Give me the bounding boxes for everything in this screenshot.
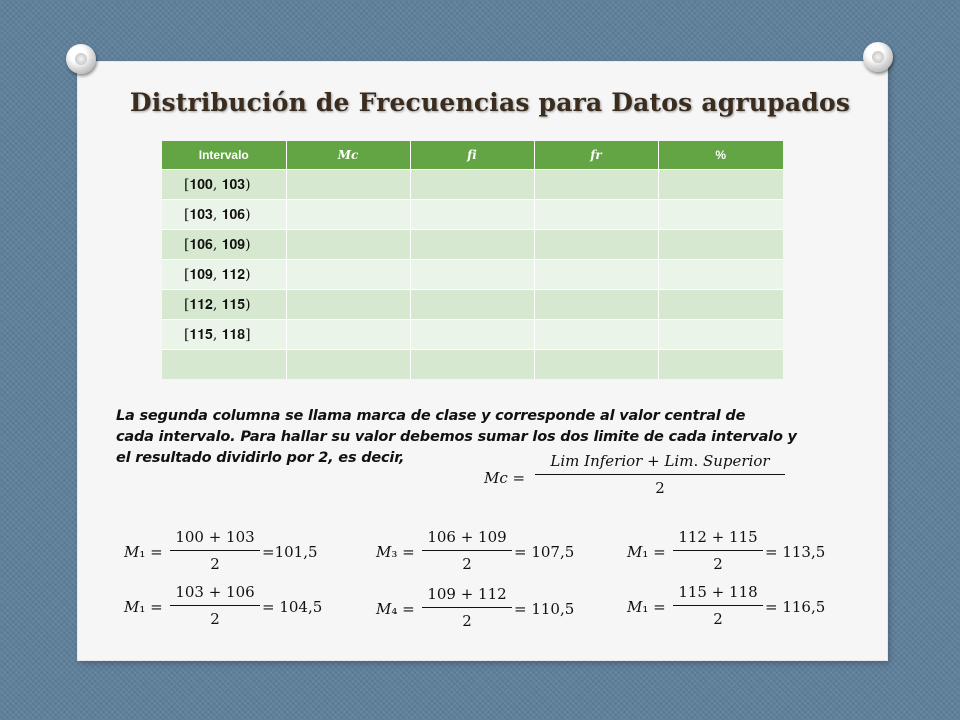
interval-cell: [𝟏𝟎𝟑, 𝟏𝟎𝟔) (162, 200, 286, 230)
table-row (162, 260, 783, 290)
value-cell (534, 200, 658, 230)
calc-denominator: 2 (210, 555, 220, 573)
pushpin-icon (863, 42, 893, 72)
calc-numerator: 109 + 112 (427, 585, 507, 603)
value-cell (534, 170, 658, 200)
table-row (162, 170, 783, 200)
class-mark-calculation (376, 583, 596, 635)
calc-lhs: 𝑀₃ = (376, 543, 415, 561)
formula-denominator: 2 (655, 479, 665, 497)
paragraph-line: el resultado dividirlo por 2, es decir, (116, 450, 405, 466)
calc-lhs: 𝑀₄ = (376, 600, 415, 618)
value-cell (286, 170, 410, 200)
calc-denominator: 2 (462, 612, 472, 630)
table-row (162, 230, 783, 260)
calc-denominator: 2 (713, 555, 723, 573)
table-row (162, 320, 783, 350)
calc-lhs: 𝑀₁ = (627, 598, 666, 616)
value-cell (410, 170, 534, 200)
column-header-percent: % (658, 141, 783, 170)
paragraph-line: cada intervalo. Para hallar su valor debemos sumar los dos limite de cada intervalo y (116, 429, 797, 445)
formula-numerator: 𝐿𝑖𝑚 𝐼𝑛𝑓𝑒𝑟𝑖𝑜𝑟 + 𝐿𝑖𝑚. 𝑆𝑢𝑝𝑒𝑟𝑖𝑜𝑟 (550, 452, 770, 470)
value-cell (534, 350, 658, 380)
calc-fraction (170, 583, 260, 628)
value-cell (410, 290, 534, 320)
column-header-fr: 𝒇𝒓 (534, 141, 658, 170)
calc-numerator: 106 + 109 (427, 528, 507, 546)
class-mark-calculation (124, 526, 344, 578)
calc-fraction (422, 528, 512, 573)
value-cell (286, 230, 410, 260)
calc-lhs: 𝑀₁ = (124, 543, 163, 561)
calc-result: = 116,5 (765, 598, 826, 616)
calc-numerator: 103 + 106 (175, 583, 255, 601)
interval-cell: [𝟏𝟎𝟗, 𝟏𝟏𝟐) (162, 260, 286, 290)
value-cell (658, 200, 783, 230)
calc-fraction (673, 583, 763, 628)
value-cell (658, 230, 783, 260)
value-cell (286, 320, 410, 350)
calc-numerator: 115 + 118 (678, 583, 758, 601)
calc-numerator: 112 + 115 (678, 528, 758, 546)
value-cell (658, 170, 783, 200)
calc-result: =101,5 (262, 543, 318, 561)
pushpin-icon (66, 44, 96, 74)
calc-denominator: 2 (210, 610, 220, 628)
value-cell (286, 290, 410, 320)
class-mark-calculation (627, 526, 847, 578)
column-header-fi: 𝒇𝒊 (410, 141, 534, 170)
formula-fraction (535, 452, 785, 497)
interval-cell: [𝟏𝟎𝟔, 𝟏𝟎𝟗) (162, 230, 286, 260)
value-cell (410, 350, 534, 380)
calc-fraction (422, 585, 512, 630)
value-cell (658, 260, 783, 290)
table-row (162, 290, 783, 320)
value-cell (658, 320, 783, 350)
value-cell (410, 320, 534, 350)
class-mark-formula (484, 450, 784, 506)
frequency-table (162, 141, 783, 379)
paragraph-line: La segunda columna se llama marca de clase y corresponde al valor central de (116, 408, 746, 424)
calc-fraction (673, 528, 763, 573)
calc-lhs: 𝑀₁ = (627, 543, 666, 561)
value-cell (658, 290, 783, 320)
calc-result: = 113,5 (765, 543, 826, 561)
value-cell (410, 200, 534, 230)
calc-denominator: 2 (713, 610, 723, 628)
value-cell (410, 230, 534, 260)
formula-lhs: 𝑀𝑐 = (484, 469, 526, 487)
calc-result: = 107,5 (514, 543, 575, 561)
interval-cell: [𝟏𝟏𝟓, 𝟏𝟏𝟖] (162, 320, 286, 350)
value-cell (534, 260, 658, 290)
value-cell (286, 260, 410, 290)
table-row (162, 200, 783, 230)
value-cell (286, 350, 410, 380)
table-header-row (162, 141, 783, 170)
calc-numerator: 100 + 103 (175, 528, 255, 546)
interval-cell: [𝟏𝟎𝟎, 𝟏𝟎𝟑) (162, 170, 286, 200)
class-mark-calculation (627, 581, 847, 633)
value-cell (534, 230, 658, 260)
calc-lhs: 𝑀₁ = (124, 598, 163, 616)
column-header-mc: 𝑴𝒄 (286, 141, 410, 170)
class-mark-calculation (376, 526, 596, 578)
calc-result: = 104,5 (262, 598, 323, 616)
value-cell (410, 260, 534, 290)
value-cell (658, 350, 783, 380)
calc-fraction (170, 528, 260, 573)
value-cell (534, 290, 658, 320)
interval-cell: [𝟏𝟏𝟐, 𝟏𝟏𝟓) (162, 290, 286, 320)
class-mark-calculation (124, 581, 344, 633)
calc-result: = 110,5 (514, 600, 575, 618)
value-cell (534, 320, 658, 350)
value-cell (286, 200, 410, 230)
page-title: Distribución de Frecuencias para Datos agrupados (129, 88, 851, 117)
calc-denominator: 2 (462, 555, 472, 573)
table-row (162, 350, 783, 380)
interval-cell (162, 350, 286, 380)
column-header-intervalo: Intervalo (162, 141, 286, 170)
